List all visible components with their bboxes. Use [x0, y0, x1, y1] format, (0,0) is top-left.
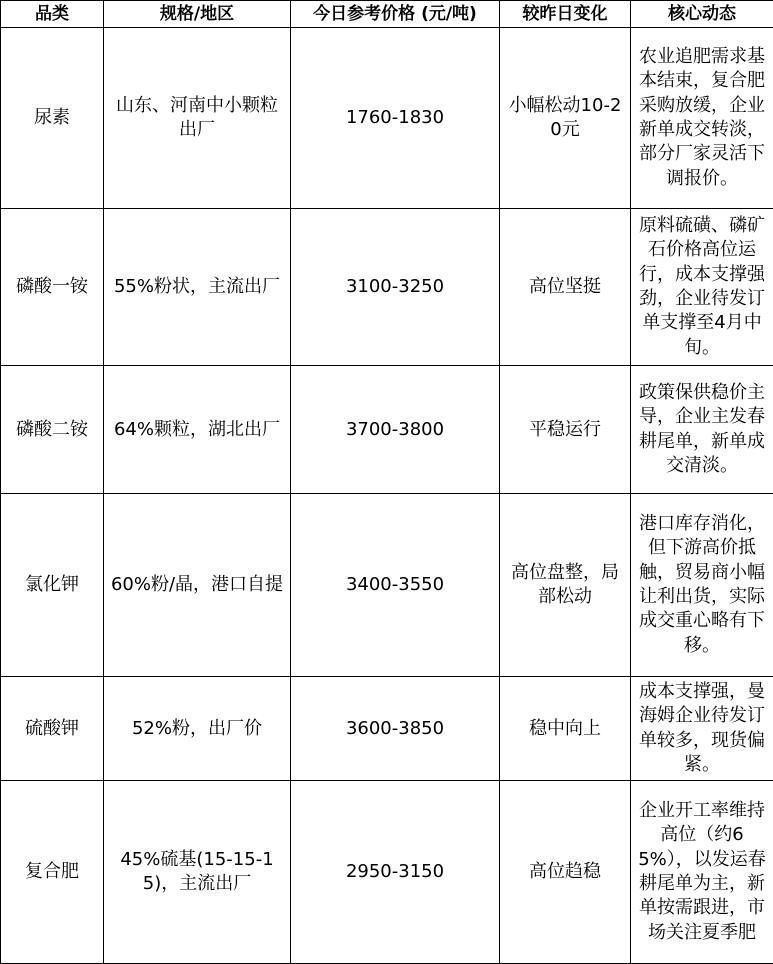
header-spec-region: 规格/地区	[104, 1, 291, 28]
table-header-row	[1, 1, 773, 28]
table-row	[1, 781, 773, 964]
change-cell: 高位坚挺	[500, 209, 631, 366]
dynamics-cell: 企业开工率维持高位（约65%），以发运春耕尾单为主，新单按需跟进，市场关注夏季肥	[631, 781, 773, 964]
table-row	[1, 28, 773, 209]
price-cell: 2950-3150	[291, 781, 500, 964]
table-row	[1, 494, 773, 677]
category-cell: 磷酸一铵	[1, 209, 104, 366]
price-cell: 3700-3800	[291, 366, 500, 494]
category-cell: 氯化钾	[1, 494, 104, 677]
spec-cell: 64%颗粒，湖北出厂	[104, 366, 291, 494]
change-cell: 高位盘整，局部松动	[500, 494, 631, 677]
category-cell: 尿素	[1, 28, 104, 209]
header-price: 今日参考价格 (元/吨)	[291, 1, 500, 28]
spec-cell: 山东、河南中小颗粒出厂	[104, 28, 291, 209]
category-cell: 硫酸钾	[1, 677, 104, 781]
price-cell: 3400-3550	[291, 494, 500, 677]
header-category: 品类	[1, 1, 104, 28]
dynamics-cell: 原料硫磺、磷矿石价格高位运行，成本支撑强劲，企业待发订单支撑至4月中旬。	[631, 209, 773, 366]
dynamics-cell: 农业追肥需求基本结束，复合肥采购放缓，企业新单成交转淡，部分厂家灵活下调报价。	[631, 28, 773, 209]
table-row	[1, 366, 773, 494]
category-cell: 复合肥	[1, 781, 104, 964]
header-change: 较昨日变化	[500, 1, 631, 28]
change-cell: 平稳运行	[500, 366, 631, 494]
dynamics-cell: 港口库存消化，但下游高价抵触，贸易商小幅让利出货，实际成交重心略有下移。	[631, 494, 773, 677]
dynamics-cell: 政策保供稳价主导，企业主发春耕尾单，新单成交清淡。	[631, 366, 773, 494]
spec-cell: 45%硫基(15-15-15)，主流出厂	[104, 781, 291, 964]
spec-cell: 55%粉状，主流出厂	[104, 209, 291, 366]
spec-cell: 60%粉/晶，港口自提	[104, 494, 291, 677]
price-cell: 3600-3850	[291, 677, 500, 781]
change-cell: 稳中向上	[500, 677, 631, 781]
price-cell: 1760-1830	[291, 28, 500, 209]
header-dynamics: 核心动态	[631, 1, 773, 28]
category-cell: 磷酸二铵	[1, 366, 104, 494]
spec-cell: 52%粉，出厂价	[104, 677, 291, 781]
dynamics-cell: 成本支撑强，曼海姆企业待发订单较多，现货偏紧。	[631, 677, 773, 781]
table-row	[1, 209, 773, 366]
table-row	[1, 677, 773, 781]
change-cell: 小幅松动10-20元	[500, 28, 631, 209]
change-cell: 高位趋稳	[500, 781, 631, 964]
price-cell: 3100-3250	[291, 209, 500, 366]
